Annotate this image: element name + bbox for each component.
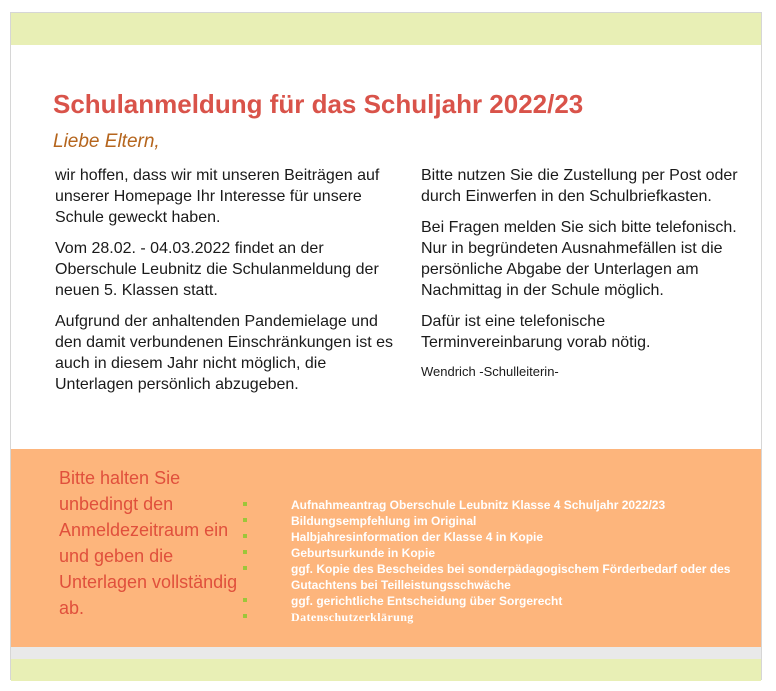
bullet-icon <box>243 550 247 554</box>
paragraph: Bitte nutzen Sie die Zustellung per Post oder durch Einwerfen in den Schulbriefkasten. <box>421 167 738 205</box>
list-item <box>243 497 743 513</box>
paragraph: Aufgrund der anhaltenden Pandemielage und den damit verbundenen Einschränkungen ist es auch in diesem Jahr nicht möglich, die Unterlagen persönlich abzugeben. <box>55 313 393 393</box>
document-label: ggf. Kopie des Bescheides bei sonderpädagogischem Förderbedarf oder des Gutachtens bei Teilleistungsschwäche <box>291 562 731 592</box>
bullet-icon <box>243 534 247 538</box>
paragraph: wir hoffen, dass wir mit unseren Beiträgen auf unserer Homepage Ihr Interesse für unsere Schule geweckt haben. <box>55 167 380 226</box>
list-item <box>243 529 743 545</box>
bullet-icon <box>243 502 247 506</box>
documents-panel <box>11 449 761 647</box>
document-label: Halbjahresinformation der Klasse 4 in Kopie <box>291 530 544 544</box>
bullet-icon <box>243 566 247 570</box>
document-label: Datenschutzerklärung <box>291 610 414 624</box>
paragraph: Dafür ist eine telefonische Terminvereinbarung vorab nötig. <box>421 313 651 351</box>
document-label: Geburtsurkunde in Kopie <box>291 546 436 560</box>
document-label: Bildungsempfehlung im Original <box>291 514 477 528</box>
list-item <box>243 561 743 593</box>
paragraph: Vom 28.02. - 04.03.2022 findet an der Oberschule Leubnitz die Schulanmeldung der neuen 5. Klassen statt. <box>55 240 379 299</box>
list-item <box>243 593 743 609</box>
document-label: ggf. gerichtliche Entscheidung über Sorgerecht <box>291 594 563 608</box>
footer-divider <box>11 647 761 659</box>
list-item <box>243 609 743 625</box>
list-item <box>243 513 743 529</box>
bullet-icon <box>243 518 247 522</box>
bottom-band <box>11 659 761 681</box>
bullet-icon <box>243 598 247 602</box>
left-column <box>55 165 395 405</box>
greeting: Liebe Eltern, <box>53 131 160 152</box>
top-band <box>11 13 761 45</box>
page-title: Schulanmeldung für das Schuljahr 2022/23 <box>53 89 584 119</box>
list-item <box>243 545 743 561</box>
document-label: Aufnahmeantrag Oberschule Leubnitz Klasse 4 Schuljahr 2022/23 <box>291 498 666 512</box>
documents-list <box>243 497 743 625</box>
bullet-icon <box>243 614 247 618</box>
content-frame <box>10 12 762 680</box>
reminder-text: Bitte halten Sie unbedingt den Anmeldezeitraum ein und geben die Unterlagen vollständig ab. <box>59 468 238 618</box>
right-column <box>421 165 741 391</box>
paragraph: Bei Fragen melden Sie sich bitte telefonisch. Nur in begründeten Ausnahmefällen ist die persönliche Abgabe der Unterlagen am Nachmittag in der Schule möglich. <box>421 219 737 299</box>
signature: Wendrich -Schulleiterin- <box>421 364 559 379</box>
